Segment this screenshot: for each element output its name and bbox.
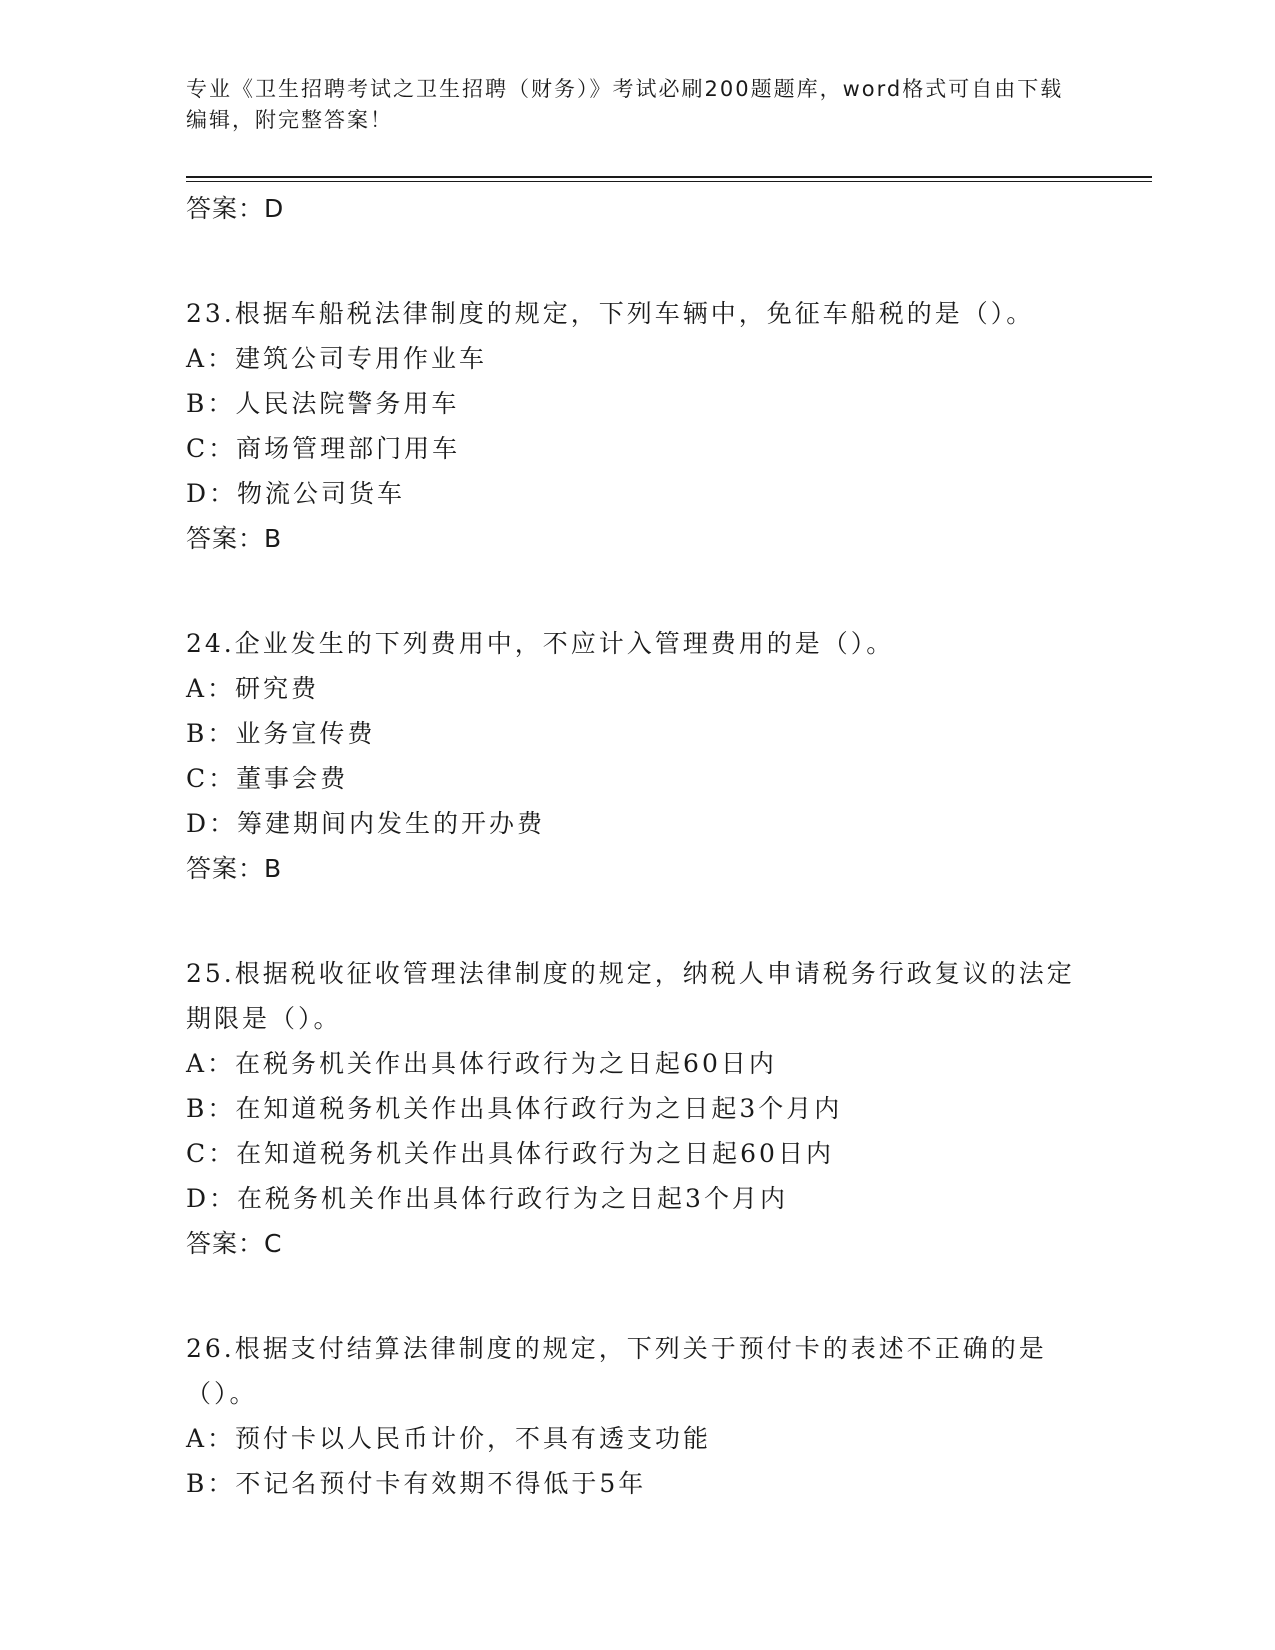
document-header: 专业《卫生招聘考试之卫生招聘（财务）》考试必刷200题题库，word格式可自由下载编辑，附完整答案！ <box>186 77 1064 132</box>
option-b: B：业务宣传费 <box>186 719 376 748</box>
option-d: D：筹建期间内发生的开办费 <box>186 809 546 838</box>
option-b: B：在知道税务机关作出具体行政行为之日起3个月内 <box>186 1094 843 1123</box>
option-b: B：不记名预付卡有效期不得低于5年 <box>186 1469 647 1498</box>
question-stem: 26.根据支付结算法律制度的规定，下列关于预付卡的表述不正确的是（）。 <box>186 1334 1047 1408</box>
option-a: A：在税务机关作出具体行政行为之日起60日内 <box>186 1049 777 1078</box>
option-c: C：董事会费 <box>186 764 349 793</box>
question-stem: 24.企业发生的下列费用中，不应计入管理费用的是（）。 <box>186 629 895 658</box>
option-d: D：在税务机关作出具体行政行为之日起3个月内 <box>186 1184 788 1213</box>
option-a: A：预付卡以人民币计价，不具有透支功能 <box>186 1424 712 1453</box>
document-body <box>186 186 1086 1506</box>
header-divider-thick <box>186 176 1152 178</box>
header-divider-thin <box>186 181 1152 182</box>
option-a: A：研究费 <box>186 674 320 703</box>
question-block <box>186 1326 1086 1506</box>
option-b: B：人民法院警务用车 <box>186 389 460 418</box>
answer-line: 答案：B <box>186 524 283 553</box>
option-a: A：建筑公司专用作业车 <box>186 344 488 373</box>
answer-line: 答案：B <box>186 854 283 883</box>
question-block <box>186 951 1086 1266</box>
option-d: D：物流公司货车 <box>186 479 406 508</box>
option-c: C：在知道税务机关作出具体行政行为之日起60日内 <box>186 1139 834 1168</box>
question-block <box>186 291 1086 561</box>
answer-line: 答案：D <box>186 194 285 223</box>
question-block <box>186 621 1086 891</box>
answer-line: 答案：C <box>186 1229 283 1258</box>
question-stem: 23.根据车船税法律制度的规定，下列车辆中，免征车船税的是（）。 <box>186 299 1035 328</box>
option-c: C：商场管理部门用车 <box>186 434 461 463</box>
question-stem: 25.根据税收征收管理法律制度的规定，纳税人申请税务行政复议的法定期限是（）。 <box>186 959 1075 1033</box>
